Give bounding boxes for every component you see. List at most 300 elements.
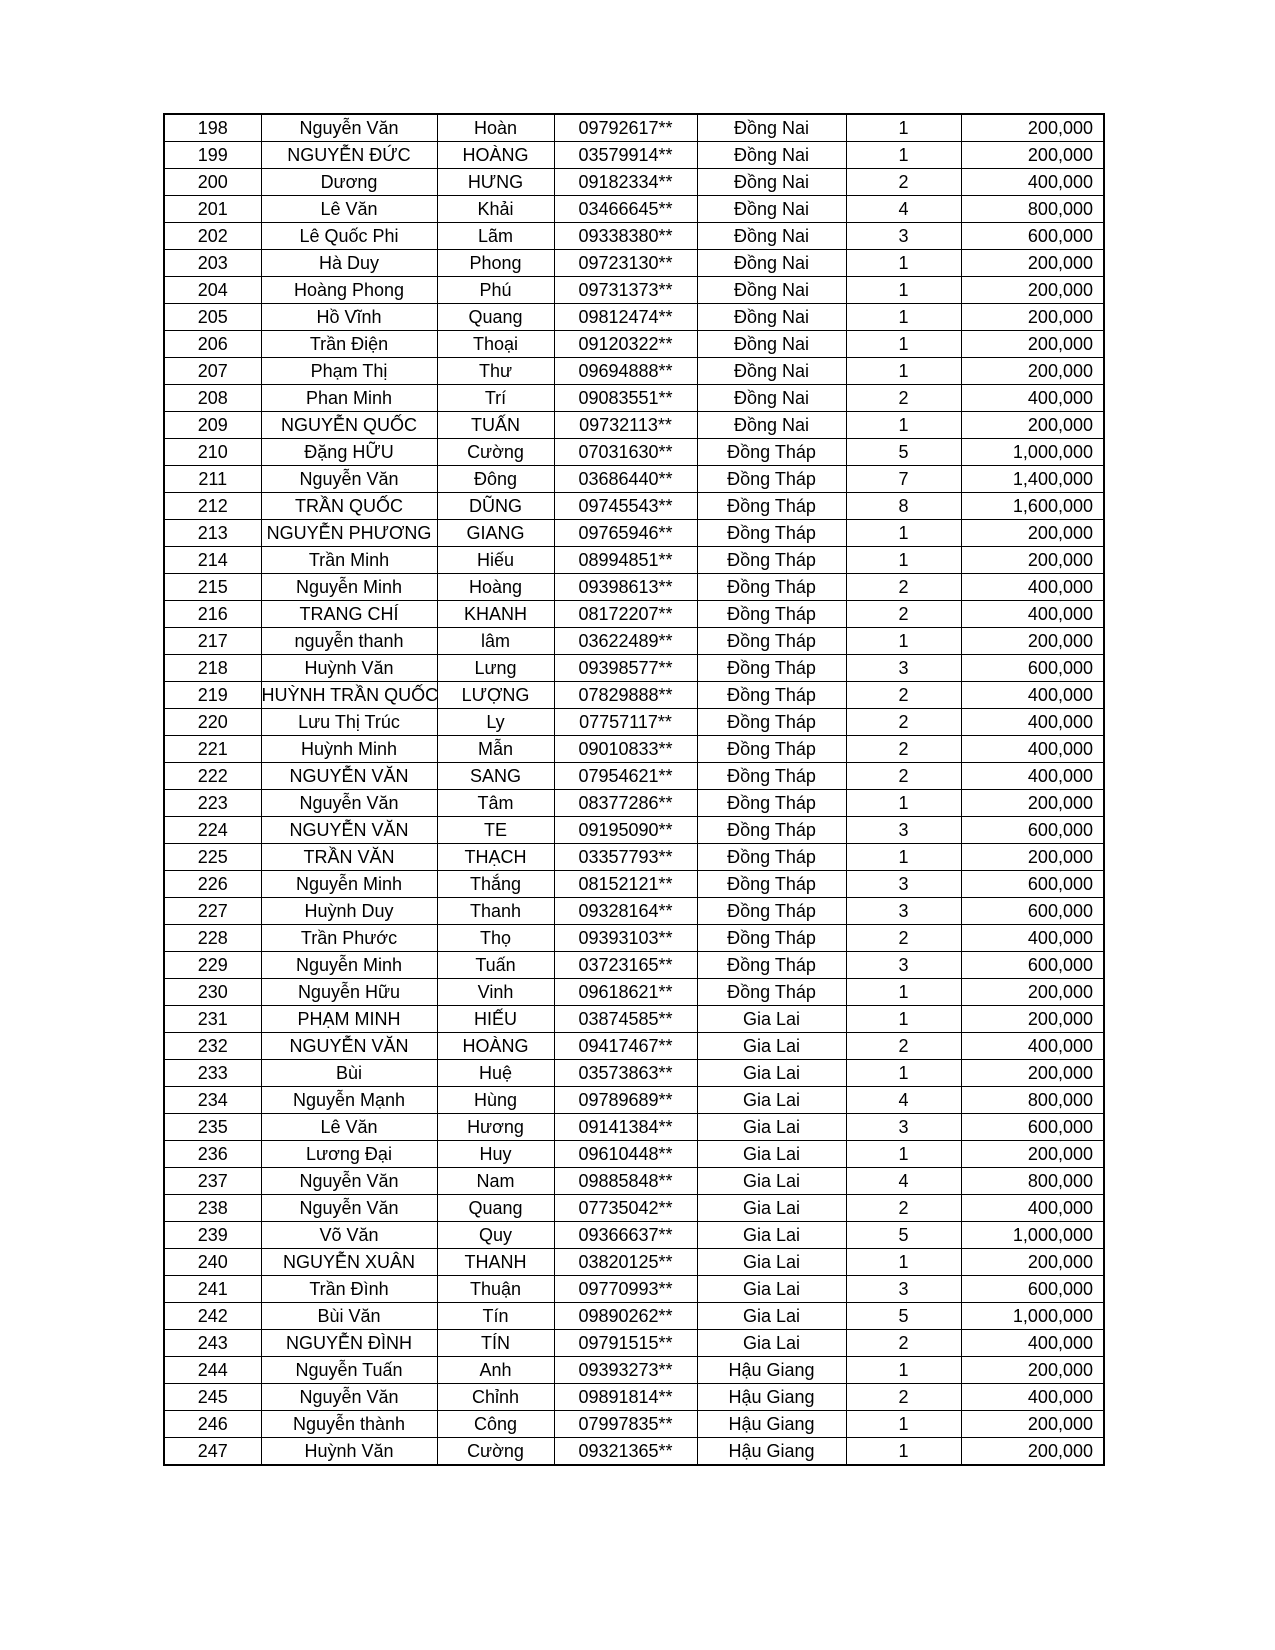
cell-given-name: Chỉnh <box>437 1384 554 1411</box>
cell-quantity: 3 <box>846 1114 961 1141</box>
cell-amount: 400,000 <box>961 574 1104 601</box>
cell-phone: 09765946** <box>554 520 697 547</box>
cell-amount: 200,000 <box>961 250 1104 277</box>
cell-surname: Võ Văn <box>261 1222 437 1249</box>
cell-amount: 1,400,000 <box>961 466 1104 493</box>
cell-amount: 200,000 <box>961 1006 1104 1033</box>
table-row <box>164 790 1104 817</box>
cell-phone: 08172207** <box>554 601 697 628</box>
cell-quantity: 2 <box>846 709 961 736</box>
cell-quantity: 7 <box>846 466 961 493</box>
table-row <box>164 1276 1104 1303</box>
cell-index: 221 <box>164 736 261 763</box>
cell-index: 244 <box>164 1357 261 1384</box>
cell-index: 209 <box>164 412 261 439</box>
cell-surname: Phạm Thị <box>261 358 437 385</box>
cell-amount: 400,000 <box>961 1195 1104 1222</box>
cell-given-name: Huy <box>437 1141 554 1168</box>
cell-index: 222 <box>164 763 261 790</box>
table-row <box>164 1438 1104 1466</box>
cell-phone: 09732113** <box>554 412 697 439</box>
cell-phone: 09792617** <box>554 114 697 142</box>
cell-quantity: 1 <box>846 331 961 358</box>
cell-index: 223 <box>164 790 261 817</box>
cell-index: 212 <box>164 493 261 520</box>
cell-index: 208 <box>164 385 261 412</box>
cell-given-name: Quy <box>437 1222 554 1249</box>
cell-amount: 200,000 <box>961 114 1104 142</box>
table-row <box>164 763 1104 790</box>
cell-quantity: 2 <box>846 682 961 709</box>
cell-quantity: 1 <box>846 114 961 142</box>
cell-province: Gia Lai <box>697 1168 846 1195</box>
cell-province: Đồng Tháp <box>697 466 846 493</box>
cell-amount: 200,000 <box>961 304 1104 331</box>
cell-amount: 200,000 <box>961 142 1104 169</box>
table-row <box>164 520 1104 547</box>
cell-index: 242 <box>164 1303 261 1330</box>
cell-phone: 09398577** <box>554 655 697 682</box>
cell-surname: HUỲNH TRẦN QUỐC <box>261 682 437 709</box>
cell-given-name: DŨNG <box>437 493 554 520</box>
cell-quantity: 1 <box>846 1357 961 1384</box>
cell-phone: 03723165** <box>554 952 697 979</box>
cell-amount: 1,000,000 <box>961 1222 1104 1249</box>
cell-quantity: 1 <box>846 412 961 439</box>
cell-index: 214 <box>164 547 261 574</box>
cell-phone: 09338380** <box>554 223 697 250</box>
cell-amount: 800,000 <box>961 196 1104 223</box>
cell-province: Gia Lai <box>697 1087 846 1114</box>
cell-amount: 400,000 <box>961 1033 1104 1060</box>
cell-province: Đồng Nai <box>697 250 846 277</box>
cell-index: 207 <box>164 358 261 385</box>
cell-phone: 08994851** <box>554 547 697 574</box>
cell-quantity: 2 <box>846 1330 961 1357</box>
cell-amount: 400,000 <box>961 385 1104 412</box>
cell-index: 202 <box>164 223 261 250</box>
table-row <box>164 1114 1104 1141</box>
cell-amount: 200,000 <box>961 1141 1104 1168</box>
cell-phone: 03820125** <box>554 1249 697 1276</box>
cell-province: Gia Lai <box>697 1033 846 1060</box>
cell-phone: 03686440** <box>554 466 697 493</box>
cell-index: 236 <box>164 1141 261 1168</box>
cell-province: Gia Lai <box>697 1141 846 1168</box>
cell-amount: 200,000 <box>961 358 1104 385</box>
cell-given-name: Lãm <box>437 223 554 250</box>
cell-index: 243 <box>164 1330 261 1357</box>
table-row <box>164 1303 1104 1330</box>
cell-index: 211 <box>164 466 261 493</box>
cell-index: 217 <box>164 628 261 655</box>
cell-amount: 800,000 <box>961 1168 1104 1195</box>
cell-given-name: HOÀNG <box>437 142 554 169</box>
cell-given-name: LƯỢNG <box>437 682 554 709</box>
cell-phone: 07954621** <box>554 763 697 790</box>
cell-surname: Huỳnh Văn <box>261 655 437 682</box>
cell-given-name: Mẫn <box>437 736 554 763</box>
cell-province: Hậu Giang <box>697 1438 846 1466</box>
cell-given-name: Tuấn <box>437 952 554 979</box>
cell-province: Gia Lai <box>697 1330 846 1357</box>
cell-province: Đồng Tháp <box>697 871 846 898</box>
cell-given-name: Quang <box>437 304 554 331</box>
cell-index: 232 <box>164 1033 261 1060</box>
table-row <box>164 1411 1104 1438</box>
cell-province: Gia Lai <box>697 1222 846 1249</box>
cell-phone: 09812474** <box>554 304 697 331</box>
cell-quantity: 1 <box>846 979 961 1006</box>
table-row <box>164 1141 1104 1168</box>
cell-quantity: 1 <box>846 1060 961 1087</box>
cell-phone: 08377286** <box>554 790 697 817</box>
cell-surname: Trần Đình <box>261 1276 437 1303</box>
cell-index: 216 <box>164 601 261 628</box>
cell-quantity: 1 <box>846 547 961 574</box>
cell-surname: Trần Minh <box>261 547 437 574</box>
cell-quantity: 3 <box>846 952 961 979</box>
cell-phone: 09393103** <box>554 925 697 952</box>
cell-phone: 03579914** <box>554 142 697 169</box>
cell-province: Đồng Nai <box>697 412 846 439</box>
cell-phone: 09885848** <box>554 1168 697 1195</box>
cell-phone: 09141384** <box>554 1114 697 1141</box>
cell-phone: 07757117** <box>554 709 697 736</box>
cell-amount: 1,600,000 <box>961 493 1104 520</box>
cell-surname: nguyễn thanh <box>261 628 437 655</box>
table-row <box>164 385 1104 412</box>
cell-given-name: HƯNG <box>437 169 554 196</box>
cell-quantity: 3 <box>846 871 961 898</box>
cell-index: 238 <box>164 1195 261 1222</box>
cell-surname: Nguyễn Văn <box>261 1168 437 1195</box>
cell-province: Gia Lai <box>697 1060 846 1087</box>
cell-quantity: 5 <box>846 1303 961 1330</box>
cell-surname: Nguyễn Minh <box>261 871 437 898</box>
cell-index: 203 <box>164 250 261 277</box>
cell-given-name: TÍN <box>437 1330 554 1357</box>
cell-index: 225 <box>164 844 261 871</box>
cell-surname: Nguyễn Văn <box>261 466 437 493</box>
cell-index: 230 <box>164 979 261 1006</box>
cell-province: Đồng Tháp <box>697 682 846 709</box>
cell-phone: 09731373** <box>554 277 697 304</box>
cell-province: Đồng Tháp <box>697 898 846 925</box>
cell-province: Đồng Nai <box>697 385 846 412</box>
cell-surname: NGUYỄN ĐỨC <box>261 142 437 169</box>
cell-given-name: Nam <box>437 1168 554 1195</box>
cell-index: 220 <box>164 709 261 736</box>
cell-phone: 03573863** <box>554 1060 697 1087</box>
cell-quantity: 1 <box>846 1411 961 1438</box>
cell-index: 235 <box>164 1114 261 1141</box>
cell-phone: 09398613** <box>554 574 697 601</box>
cell-province: Đồng Tháp <box>697 790 846 817</box>
cell-index: 228 <box>164 925 261 952</box>
cell-amount: 400,000 <box>961 1330 1104 1357</box>
cell-province: Đồng Tháp <box>697 493 846 520</box>
cell-quantity: 1 <box>846 1438 961 1466</box>
cell-phone: 09393273** <box>554 1357 697 1384</box>
cell-province: Đồng Tháp <box>697 574 846 601</box>
cell-phone: 09083551** <box>554 385 697 412</box>
cell-index: 229 <box>164 952 261 979</box>
cell-province: Đồng Nai <box>697 196 846 223</box>
cell-phone: 09789689** <box>554 1087 697 1114</box>
cell-quantity: 2 <box>846 925 961 952</box>
cell-province: Đồng Tháp <box>697 763 846 790</box>
cell-phone: 09770993** <box>554 1276 697 1303</box>
cell-given-name: Thoại <box>437 331 554 358</box>
cell-province: Đồng Nai <box>697 169 846 196</box>
cell-surname: Huỳnh Minh <box>261 736 437 763</box>
cell-given-name: TUẤN <box>437 412 554 439</box>
cell-given-name: Lưng <box>437 655 554 682</box>
cell-surname: NGUYỄN QUỐC <box>261 412 437 439</box>
cell-quantity: 8 <box>846 493 961 520</box>
cell-surname: NGUYỄN XUÂN <box>261 1249 437 1276</box>
cell-province: Đồng Tháp <box>697 520 846 547</box>
cell-index: 245 <box>164 1384 261 1411</box>
cell-surname: NGUYỄN ĐÌNH <box>261 1330 437 1357</box>
cell-amount: 600,000 <box>961 223 1104 250</box>
cell-province: Đồng Tháp <box>697 547 846 574</box>
table-row <box>164 1357 1104 1384</box>
cell-surname: Hồ Vĩnh <box>261 304 437 331</box>
cell-amount: 400,000 <box>961 709 1104 736</box>
cell-amount: 200,000 <box>961 979 1104 1006</box>
cell-province: Đồng Nai <box>697 331 846 358</box>
table-row <box>164 142 1104 169</box>
cell-surname: Lương Đại <box>261 1141 437 1168</box>
cell-index: 240 <box>164 1249 261 1276</box>
cell-given-name: Quang <box>437 1195 554 1222</box>
table-row <box>164 925 1104 952</box>
cell-index: 239 <box>164 1222 261 1249</box>
cell-province: Đồng Tháp <box>697 736 846 763</box>
cell-quantity: 1 <box>846 844 961 871</box>
cell-given-name: GIANG <box>437 520 554 547</box>
cell-surname: Trần Phước <box>261 925 437 952</box>
cell-surname: Nguyễn Văn <box>261 114 437 142</box>
cell-province: Đồng Nai <box>697 304 846 331</box>
cell-surname: NGUYỄN VĂN <box>261 1033 437 1060</box>
cell-surname: Nguyễn Văn <box>261 1195 437 1222</box>
cell-amount: 600,000 <box>961 655 1104 682</box>
table-row <box>164 871 1104 898</box>
cell-surname: Nguyễn Minh <box>261 952 437 979</box>
cell-surname: Trần Điện <box>261 331 437 358</box>
table-row <box>164 466 1104 493</box>
cell-quantity: 1 <box>846 142 961 169</box>
cell-index: 234 <box>164 1087 261 1114</box>
cell-surname: TRANG CHÍ <box>261 601 437 628</box>
cell-surname: Nguyễn thành <box>261 1411 437 1438</box>
table-body <box>164 114 1104 1465</box>
cell-province: Đồng Tháp <box>697 844 846 871</box>
cell-phone: 09366637** <box>554 1222 697 1249</box>
cell-given-name: THANH <box>437 1249 554 1276</box>
cell-province: Gia Lai <box>697 1114 846 1141</box>
cell-surname: Dương <box>261 169 437 196</box>
cell-given-name: Huệ <box>437 1060 554 1087</box>
cell-amount: 200,000 <box>961 1249 1104 1276</box>
table-row <box>164 412 1104 439</box>
cell-surname: Nguyễn Mạnh <box>261 1087 437 1114</box>
cell-given-name: Thọ <box>437 925 554 952</box>
cell-quantity: 3 <box>846 817 961 844</box>
cell-province: Đồng Tháp <box>697 601 846 628</box>
cell-index: 231 <box>164 1006 261 1033</box>
cell-index: 205 <box>164 304 261 331</box>
cell-quantity: 1 <box>846 628 961 655</box>
cell-surname: Hoàng Phong <box>261 277 437 304</box>
cell-province: Đồng Nai <box>697 277 846 304</box>
cell-given-name: Hương <box>437 1114 554 1141</box>
cell-amount: 600,000 <box>961 871 1104 898</box>
cell-phone: 09618621** <box>554 979 697 1006</box>
table-row <box>164 358 1104 385</box>
cell-index: 210 <box>164 439 261 466</box>
table-row <box>164 1249 1104 1276</box>
table-row <box>164 1087 1104 1114</box>
cell-given-name: Khải <box>437 196 554 223</box>
cell-amount: 200,000 <box>961 1411 1104 1438</box>
table-row <box>164 655 1104 682</box>
table-row <box>164 304 1104 331</box>
cell-index: 215 <box>164 574 261 601</box>
cell-surname: Hà Duy <box>261 250 437 277</box>
table-row <box>164 628 1104 655</box>
cell-surname: Lưu Thị Trúc <box>261 709 437 736</box>
cell-quantity: 1 <box>846 304 961 331</box>
table-row <box>164 331 1104 358</box>
cell-quantity: 4 <box>846 1087 961 1114</box>
cell-phone: 03874585** <box>554 1006 697 1033</box>
cell-phone: 09890262** <box>554 1303 697 1330</box>
cell-province: Gia Lai <box>697 1276 846 1303</box>
cell-phone: 09891814** <box>554 1384 697 1411</box>
cell-phone: 09723130** <box>554 250 697 277</box>
table-row <box>164 277 1104 304</box>
cell-surname: NGUYỄN VĂN <box>261 817 437 844</box>
cell-quantity: 3 <box>846 655 961 682</box>
table-row <box>164 1195 1104 1222</box>
cell-province: Đồng Nai <box>697 358 846 385</box>
cell-amount: 400,000 <box>961 925 1104 952</box>
cell-surname: Bùi <box>261 1060 437 1087</box>
cell-phone: 09120322** <box>554 331 697 358</box>
cell-quantity: 1 <box>846 250 961 277</box>
cell-given-name: Tâm <box>437 790 554 817</box>
table-row <box>164 844 1104 871</box>
cell-quantity: 1 <box>846 790 961 817</box>
cell-amount: 400,000 <box>961 169 1104 196</box>
cell-given-name: Hùng <box>437 1087 554 1114</box>
cell-quantity: 3 <box>846 898 961 925</box>
table-row <box>164 709 1104 736</box>
cell-province: Hậu Giang <box>697 1384 846 1411</box>
cell-amount: 400,000 <box>961 682 1104 709</box>
table-row <box>164 952 1104 979</box>
cell-province: Đồng Tháp <box>697 439 846 466</box>
cell-province: Đồng Tháp <box>697 628 846 655</box>
cell-quantity: 2 <box>846 601 961 628</box>
cell-phone: 09694888** <box>554 358 697 385</box>
cell-index: 226 <box>164 871 261 898</box>
cell-phone: 03466645** <box>554 196 697 223</box>
cell-province: Đồng Tháp <box>697 952 846 979</box>
cell-given-name: Hiếu <box>437 547 554 574</box>
cell-surname: NGUYỄN VĂN <box>261 763 437 790</box>
cell-quantity: 1 <box>846 277 961 304</box>
cell-index: 224 <box>164 817 261 844</box>
cell-given-name: Cường <box>437 1438 554 1466</box>
cell-province: Hậu Giang <box>697 1411 846 1438</box>
cell-province: Đồng Nai <box>697 142 846 169</box>
cell-surname: PHẠM MINH <box>261 1006 437 1033</box>
cell-index: 206 <box>164 331 261 358</box>
cell-quantity: 5 <box>846 1222 961 1249</box>
cell-index: 200 <box>164 169 261 196</box>
cell-given-name: Hoàng <box>437 574 554 601</box>
cell-given-name: Tín <box>437 1303 554 1330</box>
table-row <box>164 1222 1104 1249</box>
cell-quantity: 3 <box>846 1276 961 1303</box>
cell-surname: Nguyễn Văn <box>261 790 437 817</box>
cell-phone: 09745543** <box>554 493 697 520</box>
cell-quantity: 2 <box>846 574 961 601</box>
cell-given-name: Thắng <box>437 871 554 898</box>
cell-given-name: HIẾU <box>437 1006 554 1033</box>
cell-given-name: lâm <box>437 628 554 655</box>
cell-given-name: SANG <box>437 763 554 790</box>
cell-amount: 200,000 <box>961 277 1104 304</box>
cell-quantity: 1 <box>846 358 961 385</box>
cell-given-name: Ly <box>437 709 554 736</box>
cell-quantity: 2 <box>846 1033 961 1060</box>
table-row <box>164 169 1104 196</box>
cell-surname: Lê Văn <box>261 1114 437 1141</box>
table-row <box>164 250 1104 277</box>
table-row <box>164 114 1104 142</box>
cell-province: Đồng Tháp <box>697 979 846 1006</box>
table-row <box>164 682 1104 709</box>
table-row <box>164 196 1104 223</box>
cell-phone: 07997835** <box>554 1411 697 1438</box>
table-row <box>164 817 1104 844</box>
cell-amount: 200,000 <box>961 520 1104 547</box>
cell-phone: 07031630** <box>554 439 697 466</box>
table-row <box>164 1033 1104 1060</box>
cell-surname: Nguyễn Hữu <box>261 979 437 1006</box>
cell-phone: 09328164** <box>554 898 697 925</box>
cell-amount: 800,000 <box>961 1087 1104 1114</box>
cell-phone: 09417467** <box>554 1033 697 1060</box>
cell-amount: 400,000 <box>961 601 1104 628</box>
table-row <box>164 493 1104 520</box>
cell-given-name: Cường <box>437 439 554 466</box>
cell-phone: 08152121** <box>554 871 697 898</box>
cell-given-name: Phú <box>437 277 554 304</box>
cell-quantity: 2 <box>846 1384 961 1411</box>
cell-given-name: Vinh <box>437 979 554 1006</box>
cell-given-name: Thanh <box>437 898 554 925</box>
cell-amount: 400,000 <box>961 736 1104 763</box>
cell-amount: 1,000,000 <box>961 439 1104 466</box>
cell-surname: Lê Văn <box>261 196 437 223</box>
